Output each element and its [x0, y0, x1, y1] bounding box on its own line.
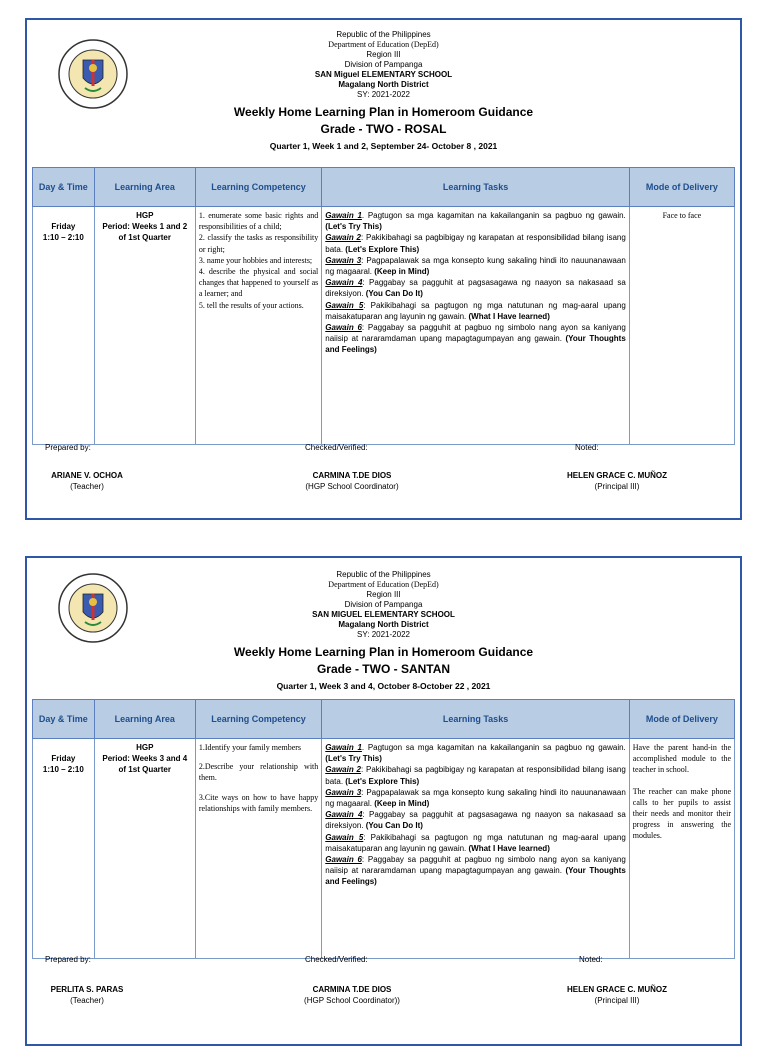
school-name: SAN Miguel ELEMENTARY SCHOOL	[314, 70, 453, 79]
task-tag: (What I Have learned)	[468, 843, 550, 853]
task-tag: (Let's Try This)	[325, 754, 382, 764]
grade-section: Grade - TWO - ROSAL	[320, 122, 447, 136]
task-tag: (Let's Try This)	[325, 222, 382, 232]
quarter-line: Quarter 1, Week 1 and 2, September 24- October 8 , 2021	[269, 141, 498, 151]
letterhead	[27, 570, 740, 692]
period-text: Period: Weeks 1 and 2 of 1st Quarter	[102, 222, 188, 243]
coordinator-signature	[267, 984, 437, 1006]
task-tag: (Your Thoughts and Feelings)	[325, 334, 626, 355]
day-time-cell	[33, 207, 95, 445]
coordinator-name: CARMINA T.DE DIOS	[312, 985, 392, 994]
task-tag: (What I Have learned)	[468, 311, 550, 321]
area-text: HGP	[136, 211, 154, 220]
task-item	[325, 742, 626, 764]
plan-title: Weekly Home Learning Plan in Homeroom Guidance	[233, 645, 534, 659]
table-header-row	[33, 700, 735, 739]
mode-text: Face to face	[662, 211, 702, 220]
quarter-line: Quarter 1, Week 3 and 4, October 8-October 22 , 2021	[276, 681, 491, 691]
checked-label: Checked/Verified:	[305, 443, 368, 452]
col-learning-tasks: Learning Tasks	[322, 700, 630, 739]
task-text: : Pakikibahagi sa pagbibigay ng karapatan at responsibilidad bilang isang bata.	[325, 765, 626, 786]
noted-label: Noted:	[575, 443, 599, 452]
coordinator-role: (HGP School Coordinator))	[304, 996, 400, 1005]
plan-table	[32, 167, 735, 445]
task-tag: (Let's Explore This)	[345, 776, 420, 786]
school-year: SY: 2021-2022	[357, 90, 410, 99]
competency-item: 2.Describe your relationship with them.	[198, 762, 319, 783]
task-item	[325, 300, 626, 322]
learning-plan-page-1	[25, 18, 742, 520]
teacher-signature	[32, 984, 142, 1006]
task-item	[325, 210, 626, 232]
col-learning-competency: Learning Competency	[195, 168, 321, 207]
region-line: Region III	[366, 50, 401, 59]
principal-role: (Principal III)	[594, 482, 640, 491]
task-label: Gawain 3	[325, 255, 362, 265]
mode-text: Have the parent hand-in the accomplished module to the teacher in school.	[632, 743, 731, 775]
district-line: Magalang North District	[338, 80, 429, 89]
task-text: : Paggabay sa pagguhit at pagsasagawa ng naayon sa nakasaad sa direksiyon.	[325, 810, 626, 831]
mode-cell	[629, 207, 734, 445]
task-label: Gawain 2	[325, 765, 361, 775]
col-mode-of-delivery: Mode of Delivery	[629, 700, 734, 739]
department-line: Department of Education (DepEd)	[328, 40, 439, 49]
task-tag: (Let's Explore This)	[345, 244, 420, 254]
region-line: Region III	[366, 590, 401, 599]
republic-line: Republic of the Philippines	[336, 570, 431, 579]
task-label: Gawain 6	[325, 855, 362, 865]
task-item	[325, 832, 626, 854]
task-text: : Pakikibahagi sa pagbibigay ng karapatan at responsibilidad bilang isang bata.	[325, 233, 626, 254]
tasks-cell	[322, 739, 630, 959]
tasks-cell	[322, 207, 630, 445]
task-tag: (Keep in Mind)	[374, 799, 430, 809]
day-text: Friday	[51, 754, 76, 763]
teacher-role: (Teacher)	[70, 482, 104, 491]
task-tag: (You Can Do It)	[365, 821, 423, 831]
division-line: Division of Pampanga	[344, 600, 423, 609]
competency-item: 3. name your hobbies and interests;	[198, 255, 313, 265]
task-text: . Pagtugon sa mga kagamitan na kakailanganin sa pagbuo ng gawain.	[361, 743, 626, 752]
task-text: . Pagtugon sa mga kagamitan na kakailanganin sa pagbuo ng gawain.	[361, 211, 626, 220]
task-tag: (Keep in Mind)	[374, 267, 430, 277]
task-item	[325, 764, 626, 786]
task-text: : Pagpapalawak sa mga konsepto kung sakaling hindi ito nauunanawaan ng magaaral.	[325, 787, 626, 809]
task-text: : Paggabay sa pagguhit at pagbuo ng simbolo nang ayon sa kaniyang naiisip at nararamdaman upang mapagtagumpayan ang gawain.	[325, 855, 626, 876]
area-text: HGP	[136, 743, 154, 752]
competency-item: 1. enumerate some basic rights and responsibilities of a child;	[198, 211, 319, 232]
task-label: Gawain 4	[325, 810, 363, 820]
learning-area-cell	[94, 739, 195, 959]
task-item	[325, 809, 626, 831]
period-text: Period: Weeks 3 and 4 of 1st Quarter	[102, 754, 188, 775]
coordinator-signature	[267, 470, 437, 492]
col-day-time: Day & Time	[33, 700, 95, 739]
table-row	[33, 739, 735, 959]
teacher-signature	[32, 470, 142, 492]
competency-cell	[195, 739, 321, 959]
republic-line: Republic of the Philippines	[336, 30, 431, 39]
col-learning-area: Learning Area	[94, 700, 195, 739]
task-text: : Pagpapalawak sa mga konsepto kung sakaling hindi ito nauunanawaan ng magaaral.	[325, 255, 626, 277]
principal-role: (Principal III)	[594, 996, 640, 1005]
division-line: Division of Pampanga	[344, 60, 423, 69]
task-text: : Pakikibahagi sa pagtugon ng mga natutunan ng mag-aaral upang maisakatuparan ang layunin ng gawain.	[325, 832, 626, 853]
teacher-name: ARIANE V. OCHOA	[51, 471, 123, 480]
competency-item: 3.Cite ways on how to have happy relationships with family members.	[198, 792, 319, 813]
task-text: : Pakikibahagi sa pagtugon ng mga natutunan ng mag-aaral upang maisakatuparan ang layunin ng gawain.	[325, 300, 626, 321]
district-line: Magalang North District	[338, 620, 429, 629]
coordinator-name: CARMINA T.DE DIOS	[312, 471, 392, 480]
coordinator-role: (HGP School Coordinator)	[305, 482, 399, 491]
task-item	[325, 787, 626, 809]
task-label: Gawain 1	[325, 743, 362, 752]
col-learning-tasks: Learning Tasks	[322, 168, 630, 207]
principal-signature	[542, 470, 692, 492]
noted-label: Noted:	[579, 955, 603, 964]
prepared-by-label: Prepared by:	[45, 955, 91, 964]
principal-name: HELEN GRACE C. MUÑOZ	[567, 985, 667, 994]
task-text: : Paggabay sa pagguhit at pagbuo ng simbolo nang ayon sa kaniyang naiisip at nararamdaman upang mapagtagumpayan ang gawain.	[325, 323, 626, 344]
school-year: SY: 2021-2022	[357, 630, 410, 639]
task-label: Gawain 5	[325, 832, 364, 842]
principal-signature	[542, 984, 692, 1006]
prepared-by-label: Prepared by:	[45, 443, 91, 452]
task-label: Gawain 2	[325, 233, 361, 243]
task-tag: (You Can Do It)	[365, 289, 423, 299]
table-row	[33, 207, 735, 445]
mode-text: The reacher can make phone calls to her pupils to assist their needs and monitor their progress in answering the modules.	[632, 786, 731, 841]
task-item	[325, 232, 626, 254]
day-text: Friday	[51, 222, 76, 231]
grade-section: Grade - TWO - SANTAN	[316, 662, 451, 676]
competency-cell	[195, 207, 321, 445]
mode-cell	[629, 739, 734, 959]
task-label: Gawain 3	[325, 787, 362, 797]
task-label: Gawain 5	[325, 300, 364, 310]
day-time-cell	[33, 739, 95, 959]
task-label: Gawain 4	[325, 278, 363, 288]
teacher-name: PERLITA S. PARAS	[50, 985, 124, 994]
principal-name: HELEN GRACE C. MUÑOZ	[567, 471, 667, 480]
teacher-role: (Teacher)	[70, 996, 104, 1005]
col-learning-competency: Learning Competency	[195, 700, 321, 739]
task-item	[325, 277, 626, 299]
task-tag: (Your Thoughts and Feelings)	[325, 866, 626, 887]
col-day-time: Day & Time	[33, 168, 95, 207]
task-label: Gawain 6	[325, 323, 362, 333]
table-header-row	[33, 168, 735, 207]
school-name: SAN MIGUEL ELEMENTARY SCHOOL	[312, 610, 455, 619]
competency-item: 4. describe the physical and social changes that happened to yourself as a learner; and	[198, 267, 319, 299]
plan-title: Weekly Home Learning Plan in Homeroom Guidance	[233, 105, 534, 119]
department-line: Department of Education (DepEd)	[328, 580, 439, 589]
task-item	[325, 854, 626, 888]
col-mode-of-delivery: Mode of Delivery	[629, 168, 734, 207]
competency-item: 1.Identify your family members	[198, 743, 302, 752]
task-label: Gawain 1	[325, 211, 362, 220]
competency-item: 2. classify the tasks as responsibility or right;	[198, 233, 319, 254]
task-item	[325, 322, 626, 356]
competency-item: 5. tell the results of your actions.	[198, 300, 304, 310]
time-text: 1:10 – 2:10	[42, 765, 84, 775]
col-learning-area: Learning Area	[94, 168, 195, 207]
task-item	[325, 255, 626, 277]
learning-plan-page-2	[25, 556, 742, 1046]
task-text: : Paggabay sa pagguhit at pagsasagawa ng naayon sa nakasaad sa direksiyon.	[325, 278, 626, 299]
checked-label: Checked/Verified:	[305, 955, 368, 964]
learning-area-cell	[94, 207, 195, 445]
time-text: 1:10 – 2:10	[42, 233, 84, 243]
plan-table	[32, 699, 735, 959]
letterhead	[27, 30, 740, 152]
